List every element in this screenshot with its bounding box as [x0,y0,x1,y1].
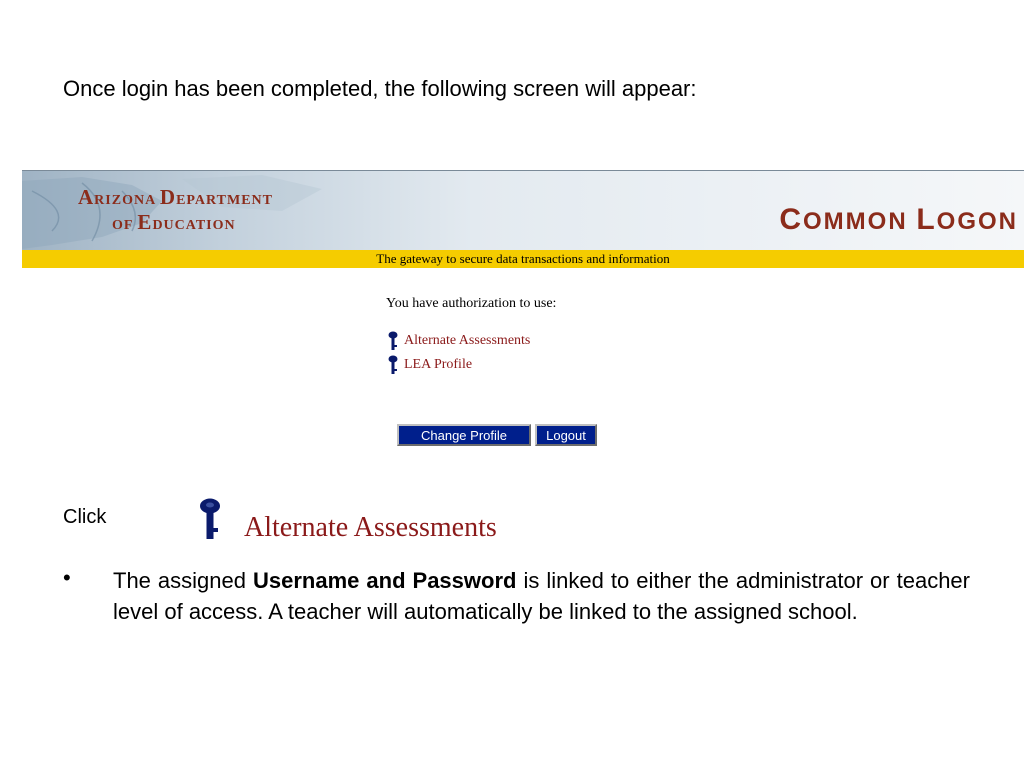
intro-text: Once login has been completed, the following screen will appear: [63,76,697,101]
key-icon [388,355,398,375]
credentials-emphasis: Username and Password [253,568,517,593]
header-banner [22,170,1024,251]
login-screenshot [22,170,1024,460]
change-profile-button[interactable]: Change Profile [397,424,531,446]
link-label[interactable]: Alternate Assessments [404,333,531,348]
link-alternate-assessments[interactable] [388,331,530,351]
product-title: COMMON LOGON [779,203,1018,236]
authorization-label: You have authorization to use: [386,296,557,311]
click-label: Click [63,506,107,528]
logout-button[interactable]: Logout [535,424,597,446]
bullet-marker: • [63,565,71,590]
tagline: The gateway to secure data transactions and information [376,251,670,266]
tagline-bar [22,250,1024,268]
link-lea-profile[interactable] [388,355,472,375]
bullet-text: The assigned Username and Password is linked to either the administrator or teacher level of access. A teacher will automatically be linked to the assigned school. [113,568,970,624]
key-icon [199,498,221,540]
alternate-assessments-link[interactable]: Alternate Assessments [244,512,497,543]
key-icon [388,331,398,351]
org-logo-text: ARIZONA DEPARTMENT OF EDUCATION [78,185,273,234]
link-label[interactable]: LEA Profile [404,357,473,372]
